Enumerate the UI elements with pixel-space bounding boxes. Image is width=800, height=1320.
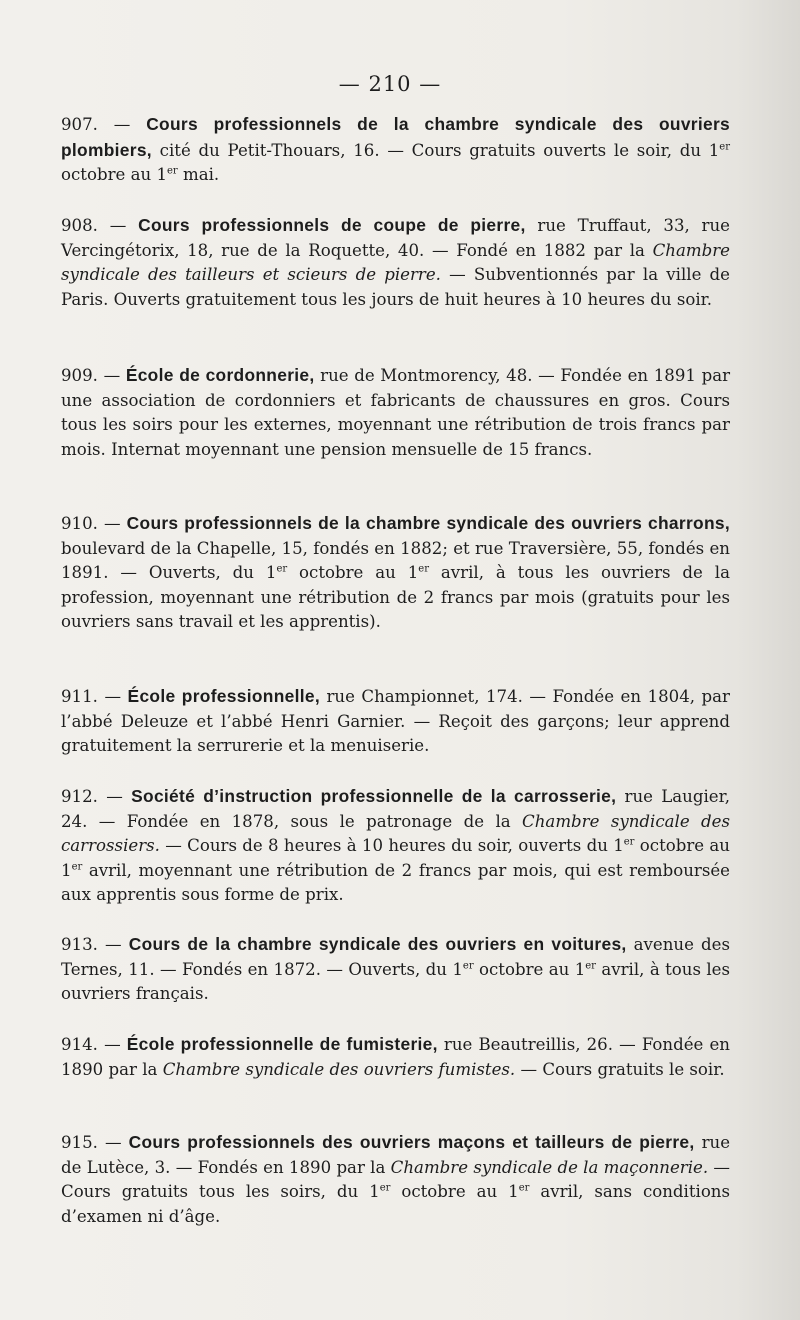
entry-title: École de cordonnerie, [125, 365, 315, 385]
entry-text: cité du Petit-Thouars, 16. — Cours gratuits ouverts le soir, du 1 [151, 140, 720, 160]
entry-number: 915. — [61, 1133, 129, 1152]
entry-912 [61, 784, 730, 908]
entry-908 [61, 213, 730, 312]
entry-text: avril, sans conditions d’examen ni d’âge. [61, 1182, 731, 1226]
entry-text: rue Championnet, 174. — Fondée en 1804, par l’abbé Deleuze et l’abbé Henri Garnier. — Reçoit des garçons; leur apprend gratuitement la serrurerie et la menuiserie. [61, 687, 730, 756]
entry-text: — Cours de 8 heures à 10 heures du soir, ouverts du 1 [159, 836, 624, 856]
entry-number: 907. — [61, 115, 147, 134]
entry-text: avenue des Ternes, 11. — Fondés en 1872. — Ouverts, du 1 [61, 935, 730, 979]
ordinal-suffix: er [276, 563, 288, 575]
entry-text: octobre au 1 [61, 165, 168, 185]
ordinal-suffix: er [379, 1182, 391, 1194]
ordinal-suffix: er [719, 141, 730, 153]
page-number: — 210 — [338, 72, 442, 96]
entry-number: 908. — [61, 216, 139, 235]
entry-907 [61, 112, 730, 188]
entry-italic-text: Chambre syndicale des tailleurs et scieurs de pierre. [61, 240, 730, 285]
ordinal-suffix: er [167, 165, 178, 177]
entry-text: rue Beautreillis, 26. — Fondée en 1890 par la [61, 1035, 730, 1079]
entry-914 [61, 1032, 730, 1082]
entry-italic-text: Chambre syndicale des ouvriers fumistes. [162, 1059, 516, 1079]
entry-title: Société d’instruction professionnelle de la carrosserie, [131, 786, 617, 806]
ordinal-suffix: er [462, 960, 474, 972]
entry-number: 914. — [61, 1035, 127, 1054]
entry-title: Cours professionnels de coupe de pierre, [138, 215, 526, 235]
entry-text: rue de Lutèce, 3. — Fondés en 1890 par la [61, 1133, 731, 1177]
ordinal-suffix: er [623, 836, 635, 848]
entry-910 [61, 511, 730, 635]
entry-italic-text: Chambre syndicale des carrossiers. [61, 811, 730, 856]
entry-915 [61, 1130, 730, 1229]
entry-italic-text: Chambre syndicale de la maçonnerie. [390, 1157, 709, 1177]
entry-text: — Subventionnés par la ville de Paris. Ouverts gratuitement tous les jours de huit heures à 10 heures du soir. [61, 265, 731, 309]
entry-number: 910. — [61, 514, 127, 533]
entry-text: avril, à tous les ouvriers de la profession, moyennant une rétribution de 2 francs par mois (gratuits pour les ouvriers sans travail et les apprentis). [61, 563, 730, 632]
entry-text: octobre au 1 [61, 836, 730, 880]
ordinal-suffix: er [71, 861, 83, 873]
entry-title: Cours de la chambre syndicale des ouvriers en voitures, [128, 934, 627, 954]
entry-title: Cours professionnels de la chambre syndicale des ouvriers plombiers, [61, 114, 731, 160]
entry-number: 909. — [61, 366, 126, 385]
ordinal-suffix: er [418, 563, 429, 575]
entry-text: octobre au 1 [473, 959, 586, 979]
entry-text: octobre au 1 [287, 563, 419, 583]
entry-text: — Cours gratuits tous les soirs, du 1 [61, 1157, 730, 1202]
entry-text: — Cours gratuits le soir. [515, 1059, 725, 1079]
entry-number: 913. — [61, 935, 129, 954]
entry-title: Cours professionnels de la chambre syndicale des ouvriers charrons, [126, 513, 730, 533]
entry-text: boulevard de la Chapelle, 15, fondés en 1882; et rue Traversière, 55, fondés en 1891. — Ouverts, du 1 [61, 538, 730, 583]
entry-911 [61, 684, 730, 759]
entry-text: avril, moyennant une rétribution de 2 francs par mois, qui est remboursée aux apprentis sous forme de prix. [61, 860, 730, 905]
entry-title: Cours professionnels des ouvriers maçons et tailleurs de pierre, [128, 1132, 695, 1152]
entry-title: École professionnelle, [127, 686, 320, 706]
entry-text: rue Laugier, 24. — Fondée en 1878, sous le patronage de la [61, 787, 730, 831]
entry-text: octobre au 1 [390, 1182, 519, 1202]
entry-text: avril, à tous les ouvriers français. [61, 959, 730, 1004]
entry-number: 911. — [61, 687, 128, 706]
entry-text: rue Truffaut, 33, rue Vercingétorix, 18, rue de la Roquette, 40. — Fondé en 1882 par la [61, 216, 730, 260]
entry-title: École professionnelle de fumisterie, [126, 1034, 438, 1054]
entry-text: mai. [177, 165, 220, 185]
ordinal-suffix: er [585, 960, 596, 972]
entry-text: rue de Montmorency, 48. — Fondée en 1891 par une association de cordonniers et fabricants de chaussures en gros. Cours tous les soirs pour les externes, moyennant une rétribution de trois francs par mois. Internat moyennant une pension mensuelle de 15 francs. [61, 366, 731, 459]
entry-number: 912. — [61, 787, 132, 806]
ordinal-suffix: er [518, 1182, 530, 1194]
entry-913 [61, 932, 730, 1007]
entry-909 [61, 363, 730, 462]
